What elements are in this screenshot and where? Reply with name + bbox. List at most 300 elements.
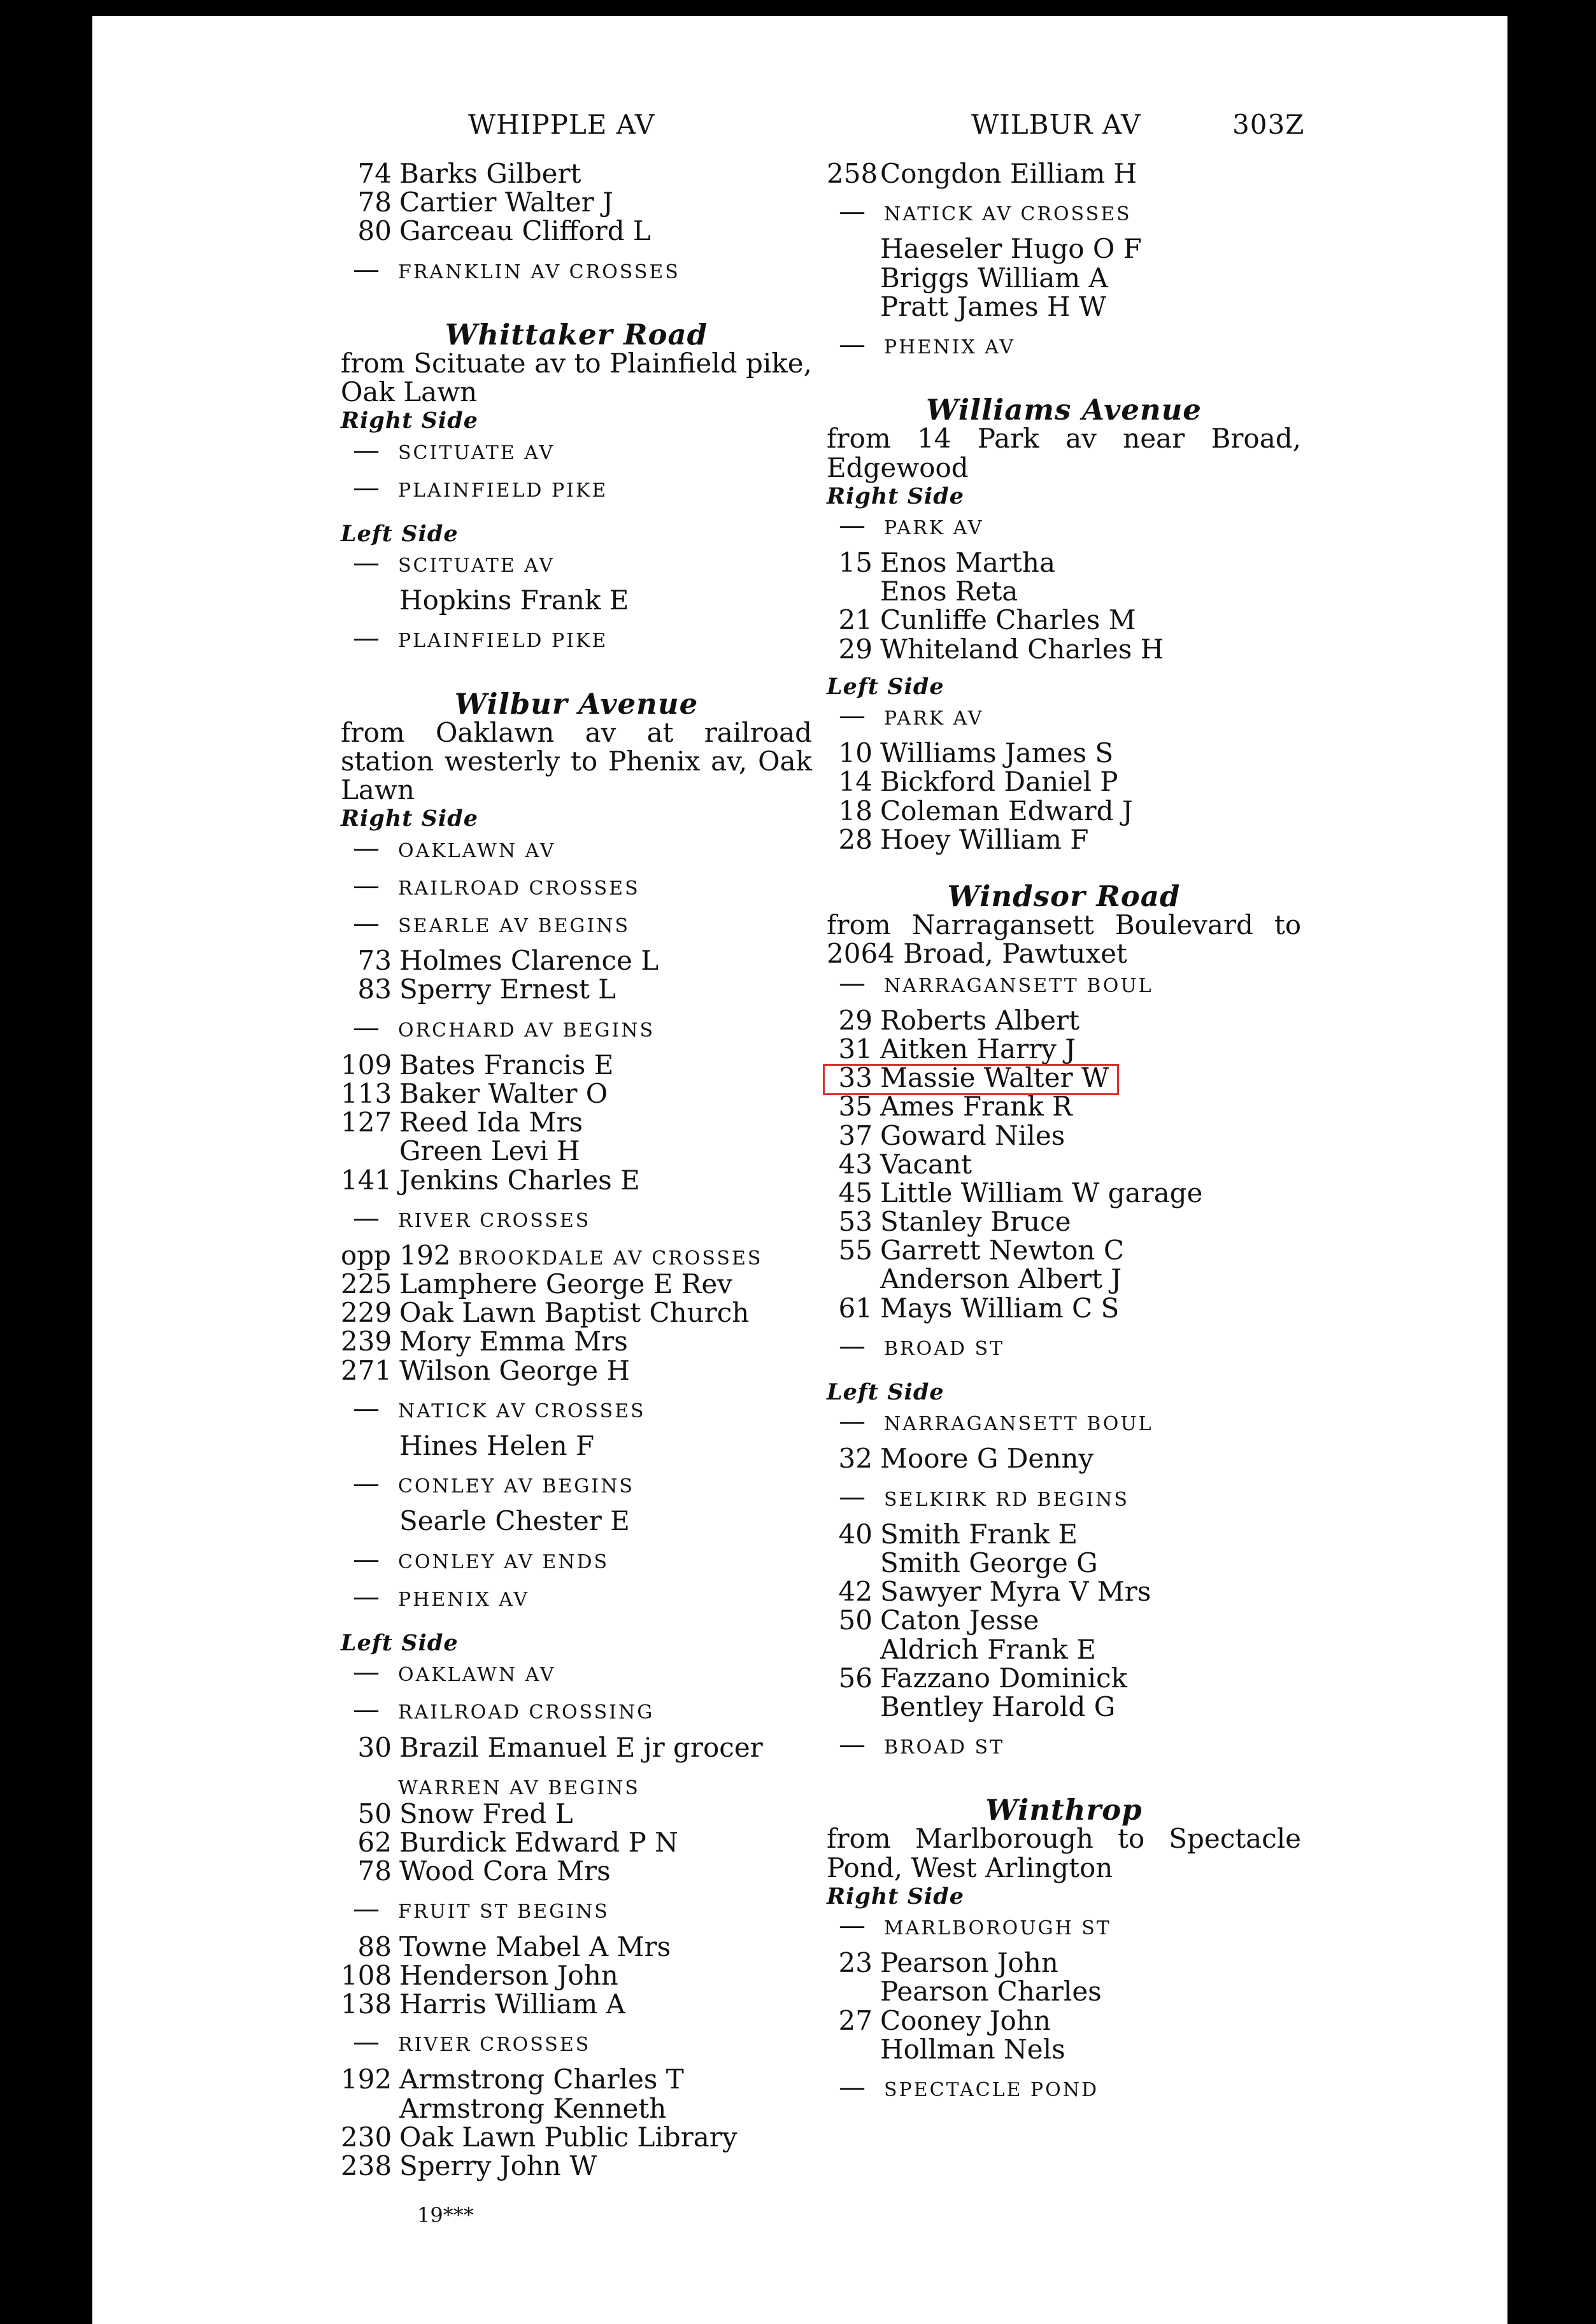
house-number: 15 <box>838 547 873 579</box>
directory-entry <box>827 1577 1301 1606</box>
dash-mark: — <box>353 622 380 654</box>
cross-gap-after <box>341 1611 812 1620</box>
resident-name: Bickford Daniel P <box>880 766 1118 798</box>
resident-name: Harris William A <box>399 1988 625 2020</box>
cross-gap-after <box>341 283 812 292</box>
resident-name: Hopkins Frank E <box>399 585 629 616</box>
side-gap <box>341 1620 812 1629</box>
cross-street-line <box>341 548 812 577</box>
street-description: from Scituate av to Plainfield pike, Oak Lawn <box>341 347 812 408</box>
house-number: 35 <box>838 1091 873 1123</box>
resident-name: Coleman Edward J <box>880 795 1133 826</box>
directory-entry <box>827 825 1301 854</box>
cross-street-label: PHENIX AV <box>398 1588 530 1611</box>
street-description: from Narragansett Boulevard to 2064 Broad, Pawtuxet <box>827 909 1301 970</box>
cross-street-line <box>341 1545 812 1573</box>
house-number: 83 <box>357 974 392 1005</box>
cross-street-line <box>341 473 812 502</box>
resident-name: Green Levi H <box>399 1135 580 1167</box>
directory-entry <box>341 586 812 614</box>
cross-gap-after <box>827 1759 1301 1768</box>
cross-street-label: SELKIRK RD BEGINS <box>884 1488 1129 1511</box>
cross-street-line <box>827 511 1301 539</box>
resident-name: Hollman Nels <box>880 2033 1065 2065</box>
house-number: 14 <box>838 766 873 798</box>
directory-entry <box>827 1092 1301 1121</box>
resident-name: Stanley Bruce <box>880 1206 1071 1238</box>
side-label: Right Side <box>827 483 964 509</box>
section-heading: Winthrop <box>985 1793 1143 1827</box>
cross-street-label: RIVER CROSSES <box>398 1209 591 1232</box>
cross-street-line <box>341 623 812 652</box>
cross-street-label: BROOKDALE AV CROSSES <box>458 1247 763 1270</box>
cross-street-line <box>341 1582 812 1611</box>
house-number: 42 <box>838 1576 873 1608</box>
dash-mark: — <box>353 1543 380 1575</box>
house-number: 40 <box>838 1518 873 1550</box>
directory-entry <box>827 234 1301 263</box>
directory-entry <box>827 1977 1301 2006</box>
dash-mark: — <box>353 1893 380 1925</box>
directory-entry <box>827 548 1301 577</box>
dash-mark: — <box>353 547 380 579</box>
directory-entry <box>827 1121 1301 1150</box>
directory-entry <box>827 1006 1301 1035</box>
resident-name: Barks Gilbert <box>399 158 581 189</box>
house-number: 56 <box>838 1662 873 1694</box>
directory-entry <box>341 1799 812 1828</box>
cross-street-label: SCITUATE AV <box>398 555 555 577</box>
cross-street-line <box>341 1203 812 1232</box>
section-heading: Wilbur Avenue <box>454 686 699 721</box>
dash-mark: — <box>353 2026 380 2058</box>
house-number: 55 <box>838 1235 873 1266</box>
directory-entry <box>827 1692 1301 1721</box>
directory-entry <box>827 1664 1301 1692</box>
resident-name: Oak Lawn Baptist Church <box>399 1297 750 1329</box>
house-number: opp 192 <box>341 1239 451 1271</box>
resident-name: Roberts Albert <box>880 1004 1079 1036</box>
dash-mark: — <box>839 1405 866 1437</box>
cross-gap <box>341 1194 812 1203</box>
resident-name: Sperry John W <box>399 2150 597 2181</box>
street-description: from Oaklawn av at railroad station westerly to Phenix av, Oak Lawn <box>341 716 812 806</box>
resident-name: Congdon Eilliam H <box>880 158 1137 189</box>
cross-street-line <box>827 1730 1301 1759</box>
side-gap <box>827 1369 1301 1378</box>
directory-entry <box>341 2123 812 2151</box>
house-number: 23 <box>838 1947 873 1979</box>
directory-entry <box>341 1166 812 1194</box>
directory-entry <box>341 1733 812 1762</box>
cross-gap-after <box>827 2101 1301 2110</box>
directory-entry <box>827 264 1301 292</box>
cross-street-label: BROAD ST <box>884 1337 1005 1360</box>
directory-entry <box>827 1520 1301 1548</box>
directory-entry <box>827 1548 1301 1577</box>
cross-gap-after <box>341 1686 812 1695</box>
section-gap <box>827 854 1301 875</box>
resident-name: Hines Helen F <box>399 1430 595 1462</box>
dash-mark: — <box>839 2071 866 2102</box>
resident-name: Holmes Clarence L <box>399 945 659 977</box>
cross-street-line <box>827 1331 1301 1360</box>
dash-mark: — <box>353 471 380 503</box>
cross-street-line <box>827 197 1301 225</box>
resident-name: Little William W garage <box>880 1177 1203 1208</box>
house-number: 108 <box>341 1959 392 1991</box>
resident-name: Caton Jesse <box>880 1605 1039 1636</box>
house-number: 141 <box>341 1164 392 1196</box>
dash-mark: — <box>839 1329 866 1361</box>
cross-gap <box>827 188 1301 197</box>
cross-street-line <box>341 1771 812 1799</box>
street-description: from 14 Park av near Broad, Edgewood <box>827 423 1301 483</box>
cross-street-label: PARK AV <box>884 516 984 539</box>
house-number: 21 <box>838 604 873 636</box>
cross-gap <box>827 1721 1301 1730</box>
dash-mark: — <box>353 1694 380 1725</box>
resident-name: Enos Reta <box>880 576 1018 607</box>
resident-name: Baker Walter O <box>399 1077 608 1109</box>
house-number: 61 <box>838 1292 873 1324</box>
directory-entry <box>827 739 1301 767</box>
house-number: 238 <box>341 2150 392 2181</box>
side-label: Left Side <box>827 673 944 700</box>
directory-entry <box>341 1828 812 1857</box>
cross-street-line <box>341 1657 812 1686</box>
house-number: 192 <box>341 2064 392 2095</box>
resident-name: Mory Emma Mrs <box>399 1326 628 1357</box>
directory-entry <box>341 216 812 245</box>
cross-street-label: NATICK AV CROSSES <box>884 203 1132 226</box>
resident-name: Smith Frank E <box>880 1518 1078 1550</box>
house-number: 229 <box>341 1297 392 1329</box>
cross-street-label: FRANKLIN AV CROSSES <box>398 260 680 283</box>
resident-name: Williams James S <box>880 737 1114 769</box>
side-label: Right Side <box>827 1883 964 1910</box>
page-number: 303Z <box>1232 109 1305 140</box>
directory-entry <box>827 1150 1301 1179</box>
side-label: Right Side <box>341 805 478 832</box>
left-column <box>341 159 812 2180</box>
cross-street-line <box>341 255 812 283</box>
cross-street-line <box>341 1394 812 1422</box>
section-heading: Williams Avenue <box>926 393 1202 427</box>
dash-mark: — <box>839 328 866 360</box>
dash-mark: — <box>839 509 866 541</box>
cross-street-label: ORCHARD AV BEGINS <box>398 1019 655 1042</box>
section-gap <box>827 1768 1301 1789</box>
house-number: 109 <box>341 1049 392 1081</box>
cross-gap-after <box>341 862 812 871</box>
side-label: Right Side <box>341 407 478 434</box>
directory-entry <box>827 1063 1301 1092</box>
resident-name: Pearson Charles <box>880 1976 1102 2008</box>
cross-gap <box>341 1762 812 1771</box>
street-description: from Marlborough to Spectacle Pond, West Arlington <box>827 1823 1301 1883</box>
cross-gap <box>827 1473 1301 1482</box>
resident-name: Towne Mabel A Mrs <box>399 1931 671 1962</box>
house-number: 74 <box>357 158 392 189</box>
directory-entry <box>827 2006 1301 2035</box>
section-gap <box>827 367 1301 389</box>
house-number: 29 <box>838 1004 873 1036</box>
dash-mark: — <box>353 1201 380 1233</box>
house-number: 271 <box>341 1354 392 1386</box>
cross-street-label: NATICK AV CROSSES <box>398 1399 646 1422</box>
resident-name: Hoey William F <box>880 823 1089 855</box>
resident-name: Armstrong Charles T <box>399 2064 684 2095</box>
dash-mark: — <box>353 1011 380 1043</box>
resident-name: Sawyer Myra V Mrs <box>880 1576 1151 1608</box>
resident-name: Mays William C S <box>880 1292 1120 1324</box>
dash-mark: — <box>839 967 866 998</box>
house-number: 50 <box>838 1605 873 1636</box>
resident-name: Aitken Harry J <box>880 1033 1076 1065</box>
directory-entry <box>341 1327 812 1356</box>
dash-mark: — <box>353 907 380 939</box>
dash-mark: — <box>353 1468 380 1499</box>
directory-entry <box>827 635 1301 663</box>
cross-gap <box>341 246 812 255</box>
cross-street-label: BROAD ST <box>884 1736 1005 1759</box>
cross-street-label: PLAINFIELD PIKE <box>398 630 608 653</box>
resident-name: Burdick Edward P N <box>399 1827 678 1859</box>
header-left-street: WHIPPLE AV <box>468 109 655 140</box>
cross-street-line <box>341 1695 812 1724</box>
house-number: 78 <box>357 187 392 218</box>
resident-name: Massie Walter W <box>880 1062 1109 1094</box>
resident-name: Henderson John <box>399 1959 618 1991</box>
resident-name: Moore G Denny <box>880 1443 1094 1475</box>
directory-entry <box>341 1241 812 1270</box>
directory-entry <box>341 2094 812 2123</box>
cross-gap <box>341 1385 812 1394</box>
directory-entry <box>341 1431 812 1460</box>
resident-name: Cooney John <box>880 2004 1051 2036</box>
resident-name: Searle Chester E <box>399 1505 630 1537</box>
resident-name: Aldrich Frank E <box>880 1633 1096 1665</box>
resident-name: Bentley Harold G <box>880 1690 1116 1722</box>
resident-name: Haeseler Hugo O F <box>880 233 1142 265</box>
resident-name: Cartier Walter J <box>399 187 613 218</box>
house-number: 50 <box>357 1797 392 1829</box>
cross-gap <box>827 2064 1301 2072</box>
house-number: 88 <box>357 1931 392 1962</box>
house-number: 138 <box>341 1988 392 2020</box>
dash-mark: — <box>353 434 380 465</box>
directory-entry <box>341 1932 812 1961</box>
cross-gap <box>827 321 1301 330</box>
cross-gap <box>341 2018 812 2027</box>
cross-street-line <box>341 909 812 937</box>
directory-entry <box>341 1108 812 1137</box>
cross-street-label: PLAINFIELD PIKE <box>398 479 608 502</box>
side-gap <box>341 511 812 520</box>
cross-street-line <box>341 1894 812 1923</box>
house-number: 27 <box>838 2004 873 2036</box>
cross-gap-after <box>341 1573 812 1582</box>
cross-gap-after <box>341 900 812 909</box>
resident-name: Briggs William A <box>880 262 1108 294</box>
dash-mark: — <box>353 869 380 901</box>
cross-street-line <box>827 330 1301 358</box>
side-label: Left Side <box>827 1379 944 1405</box>
side-gap <box>827 663 1301 672</box>
cross-street-label: CONLEY AV ENDS <box>398 1550 609 1573</box>
header-right-street: WILBUR AV <box>971 109 1141 140</box>
cross-street-line <box>827 2072 1301 2101</box>
cross-street-label: WARREN AV BEGINS <box>398 1776 640 1799</box>
cross-street-label: OAKLAWN AV <box>398 1664 556 1687</box>
cross-street-label: RAILROAD CROSSING <box>398 1701 655 1724</box>
resident-name: Garceau Clifford L <box>399 215 651 247</box>
resident-name: Wood Cora Mrs <box>399 1855 611 1887</box>
cross-gap <box>341 1004 812 1013</box>
directory-entry <box>827 577 1301 606</box>
house-number: 29 <box>838 633 873 665</box>
right-column <box>827 159 1301 2110</box>
directory-entry <box>827 1207 1301 1236</box>
dash-mark: — <box>839 700 866 732</box>
directory-entry <box>341 2065 812 2094</box>
resident-name: Bates Francis E <box>399 1049 614 1081</box>
directory-entry <box>341 1356 812 1385</box>
dash-mark: — <box>353 832 380 863</box>
section-gap <box>341 292 812 314</box>
resident-name: Garrett Newton C <box>880 1235 1124 1266</box>
resident-name: Lamphere George E Rev <box>399 1268 732 1300</box>
dash-mark: — <box>353 1392 380 1424</box>
cross-street-label: RAILROAD CROSSES <box>398 877 640 900</box>
resident-name: Reed Ida Mrs <box>399 1107 583 1138</box>
dash-mark: — <box>353 253 380 285</box>
dash-mark: — <box>839 1729 866 1761</box>
directory-entry <box>341 1298 812 1327</box>
dash-mark: — <box>839 1480 866 1512</box>
resident-name: Pratt James H W <box>880 290 1107 322</box>
resident-name: Brazil Emanuel E jr grocer <box>399 1731 763 1763</box>
house-number: 113 <box>341 1077 392 1109</box>
cross-street-label: FRUIT ST BEGINS <box>398 1901 609 1924</box>
resident-name: Goward Niles <box>880 1119 1065 1151</box>
house-number: 32 <box>838 1443 873 1475</box>
resident-name: Anderson Albert J <box>880 1263 1122 1295</box>
directory-entry <box>827 2035 1301 2064</box>
cross-street-label: CONLEY AV BEGINS <box>398 1475 634 1498</box>
cross-street-label: SPECTACLE POND <box>884 2078 1099 2101</box>
section-heading: Windsor Road <box>947 879 1181 913</box>
directory-entry <box>827 1294 1301 1322</box>
house-number: 18 <box>838 795 873 826</box>
cross-street-line <box>341 833 812 862</box>
directory-entry <box>341 1270 812 1298</box>
cross-gap-after <box>827 358 1301 367</box>
house-number: 45 <box>838 1177 873 1208</box>
cross-gap-after <box>341 502 812 511</box>
directory-entry <box>341 1079 812 1108</box>
resident-name: Vacant <box>880 1148 973 1180</box>
cross-street-line <box>341 1013 812 1042</box>
directory-entry <box>827 159 1301 188</box>
cross-street-label: RIVER CROSSES <box>398 2034 591 2057</box>
dash-mark: — <box>353 1580 380 1612</box>
cross-street-line <box>341 436 812 464</box>
directory-entry <box>827 1035 1301 1063</box>
house-number: 258 <box>827 158 878 189</box>
section-gap <box>341 662 812 683</box>
cross-street-label: MARLBOROUGH ST <box>884 1917 1111 1940</box>
resident-name: Fazzano Dominick <box>880 1662 1127 1694</box>
dash-mark: — <box>839 195 866 227</box>
house-number: 10 <box>838 737 873 769</box>
house-number: 37 <box>838 1119 873 1151</box>
cross-street-line <box>827 701 1301 730</box>
cross-gap <box>341 614 812 623</box>
resident-name: Ames Frank R <box>880 1091 1072 1123</box>
cross-street-line <box>827 968 1301 997</box>
cross-street-label: OAKLAWN AV <box>398 839 556 862</box>
house-number: 78 <box>357 1855 392 1887</box>
house-number: 225 <box>341 1268 392 1300</box>
house-number: 73 <box>357 945 392 977</box>
cross-gap <box>827 1322 1301 1331</box>
house-number: 230 <box>341 2121 392 2153</box>
directory-entry <box>341 1857 812 1885</box>
directory-entry <box>827 1948 1301 1977</box>
directory-entry <box>827 1444 1301 1473</box>
cross-street-line <box>341 871 812 900</box>
cross-street-label: PARK AV <box>884 707 984 730</box>
cross-gap-after <box>341 653 812 662</box>
house-number: 31 <box>838 1033 873 1065</box>
house-number: 62 <box>357 1827 392 1859</box>
cross-gap-after <box>341 464 812 473</box>
house-number: 239 <box>341 1326 392 1357</box>
cross-street-line <box>341 2027 812 2056</box>
resident-name: Oak Lawn Public Library <box>399 2121 737 2153</box>
side-label: Left Side <box>341 520 459 547</box>
directory-entry <box>341 975 812 1003</box>
cross-street-label: NARRAGANSETT BOUL <box>884 1413 1153 1436</box>
cross-street-line <box>827 1482 1301 1511</box>
directory-entry <box>341 1961 812 1990</box>
resident-name: Armstrong Kenneth <box>399 2092 667 2124</box>
directory-entry <box>827 1236 1301 1265</box>
resident-name: Pearson John <box>880 1947 1058 1979</box>
directory-entry <box>341 159 812 188</box>
resident-name: Wilson George H <box>399 1354 631 1386</box>
directory-entry <box>827 797 1301 825</box>
resident-name: Enos Martha <box>880 547 1055 579</box>
dash-mark: — <box>839 1910 866 1941</box>
directory-entry <box>341 1051 812 1079</box>
resident-name: Cunliffe Charles M <box>880 604 1136 636</box>
directory-entry <box>341 2151 812 2180</box>
resident-name: Whiteland Charles H <box>880 633 1164 665</box>
cross-gap <box>341 1536 812 1545</box>
directory-entry <box>341 1506 812 1535</box>
house-number: 127 <box>341 1107 392 1138</box>
resident-name: Snow Fred L <box>399 1797 573 1829</box>
house-number: 30 <box>357 1731 392 1763</box>
directory-entry <box>827 1635 1301 1664</box>
directory-entry <box>827 606 1301 634</box>
house-number: 43 <box>838 1148 873 1180</box>
footer-code: 19*** <box>417 2203 474 2227</box>
house-number: 28 <box>838 823 873 855</box>
